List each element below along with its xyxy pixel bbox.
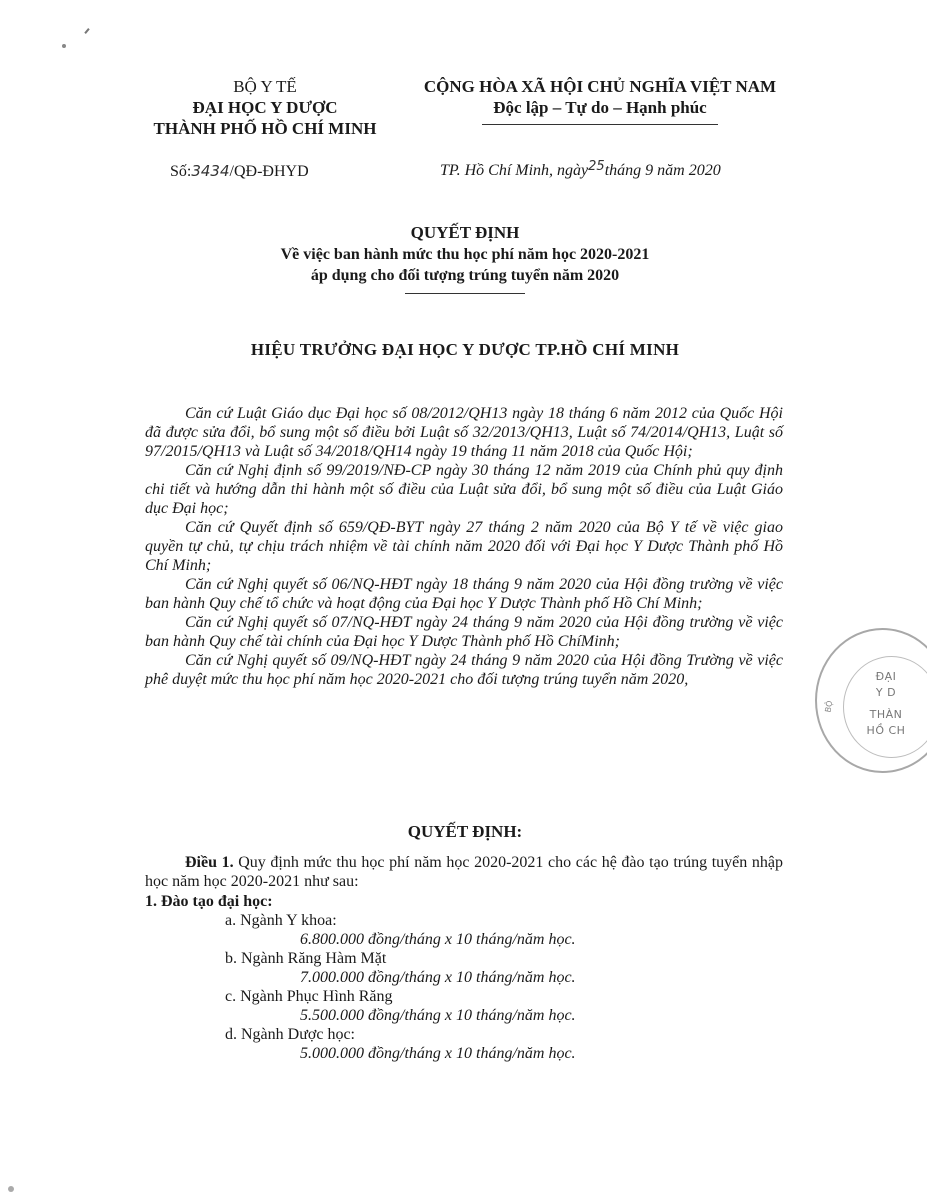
preamble-paragraph: Căn cứ Quyết định số 659/QĐ-BYT ngày 27 tháng 2 năm 2020 của Bộ Y tế về việc giao quyền tự chủ, tự chịu trách nhiệm về tài chính năm 2020 đối với Đại học Y Dược Thành phố Hồ Chí Minh;: [145, 519, 783, 574]
preamble-paragraph: Căn cứ Nghị quyết số 07/NQ-HĐT ngày 24 tháng 9 năm 2020 của Hội đồng trường về việc ban hành Quy chế tài chính của Đại học Y Dược Thành phố Hồ ChíMinh;: [145, 614, 783, 650]
program-item-fee: 5.000.000 đồng/tháng x 10 tháng/năm học.: [300, 1045, 576, 1062]
scan-speck: [62, 44, 66, 48]
decision-heading: QUYẾT ĐỊNH:: [407, 822, 523, 841]
official-seal: [815, 628, 927, 773]
program-item-fee: 5.500.000 đồng/tháng x 10 tháng/năm học.: [300, 1007, 576, 1024]
decision-subject-line2: áp dụng cho đối tượng trúng tuyển năm 2020: [310, 267, 620, 284]
university-name-line2: THÀNH PHỐ HỒ CHÍ MINH: [153, 119, 377, 138]
university-name-line1: ĐẠI HỌC Y DƯỢC: [192, 98, 338, 117]
seal-text: THÀN: [869, 708, 903, 721]
decision-title-block: [150, 222, 780, 294]
program-item-fee: 7.000.000 đồng/tháng x 10 tháng/năm học.: [300, 969, 576, 986]
date-prefix: TP. Hồ Chí Minh, ngày: [440, 162, 589, 179]
decision-subject-line1: Về việc ban hành mức thu học phí năm học 2020-2021: [280, 246, 650, 263]
seal-side-text: BỘ: [823, 699, 835, 714]
program-item-label: c. Ngành Phục Hình Răng: [225, 988, 393, 1005]
program-item-label: a. Ngành Y khoa:: [225, 912, 337, 929]
article-1: [145, 853, 783, 1063]
preamble-paragraph: Căn cứ Nghị quyết số 09/NQ-HĐT ngày 24 tháng 9 năm 2020 của Hội đồng Trường về việc phê duyệt mức thu học phí năm học 2020-2021 cho đối tượng trúng tuyển năm 2020,: [145, 652, 783, 688]
issuer-header: [120, 76, 410, 139]
preamble-paragraph: Căn cứ Luật Giáo dục Đại học số 08/2012/QH13 ngày 18 tháng 6 năm 2012 của Quốc Hội đã được sửa đổi, bổ sung một số điều bởi Luật số 32/2013/QH13, Luật số 74/2014/QH13, Luật số 97/2015/QH13 và Luật số 34/2018/QH14 ngày 19 tháng 11 năm 2018 của Quốc Hội;: [145, 405, 783, 460]
national-motto: Độc lập – Tự do – Hạnh phúc: [493, 98, 707, 117]
seal-text: Y D: [875, 686, 897, 699]
decision-title: QUYẾT ĐỊNH: [410, 223, 520, 242]
scan-speck: [8, 1186, 14, 1192]
document-number: [170, 162, 309, 181]
program-item-label: b. Ngành Răng Hàm Mặt: [225, 950, 387, 967]
title-underline: [405, 293, 525, 294]
program-item-label: d. Ngành Dược học:: [225, 1026, 355, 1043]
scan-speck: [84, 28, 89, 34]
date-handwritten-day: 25: [588, 159, 605, 174]
seal-text: ĐẠI: [875, 670, 897, 683]
preamble-paragraph: Căn cứ Nghị định số 99/2019/NĐ-CP ngày 30 tháng 12 năm 2019 của Chính phủ quy định chi tiết và hướng dẫn thi hành một số điều của Luật sửa đổi, bổ sung một số điều của Luật Giáo dục Đại học;: [145, 462, 783, 517]
doc-number-suffix: /QĐ-ĐHYD: [229, 163, 309, 180]
ministry-name: BỘ Y TẾ: [233, 77, 297, 96]
preamble-paragraph: Căn cứ Nghị quyết số 06/NQ-HĐT ngày 18 tháng 9 năm 2020 của Hội đồng trường về việc ban hành Quy chế tổ chức và hoạt động của Đại học Y Dược Thành phố Hồ Chí Minh;: [145, 576, 783, 612]
article-1-label: Điều 1.: [185, 854, 234, 871]
doc-number-handwritten: 3434: [191, 162, 230, 180]
article-1-text: Quy định mức thu học phí năm học 2020-2021 cho các hệ đào tạo trúng tuyển nhập học năm học 2020-2021 như sau:: [145, 854, 784, 890]
rector-heading: HIỆU TRƯỞNG ĐẠI HỌC Y DƯỢC TP.HỒ CHÍ MINH: [250, 340, 680, 359]
seal-text: HỒ CH: [866, 724, 906, 737]
document-date: [440, 159, 721, 180]
legal-basis-preamble: [145, 404, 783, 689]
article-1-intro: [145, 853, 783, 891]
national-header: [395, 76, 805, 125]
program-item-fee: 6.800.000 đồng/tháng x 10 tháng/năm học.: [300, 931, 576, 948]
motto-underline: [482, 124, 718, 125]
date-rest: tháng 9 năm 2020: [604, 162, 721, 179]
section-undergraduate: 1. Đào tạo đại học:: [145, 893, 273, 910]
doc-number-prefix: Số:: [170, 163, 192, 180]
nation-name: CỘNG HÒA XÃ HỘI CHỦ NGHĨA VIỆT NAM: [423, 77, 777, 96]
